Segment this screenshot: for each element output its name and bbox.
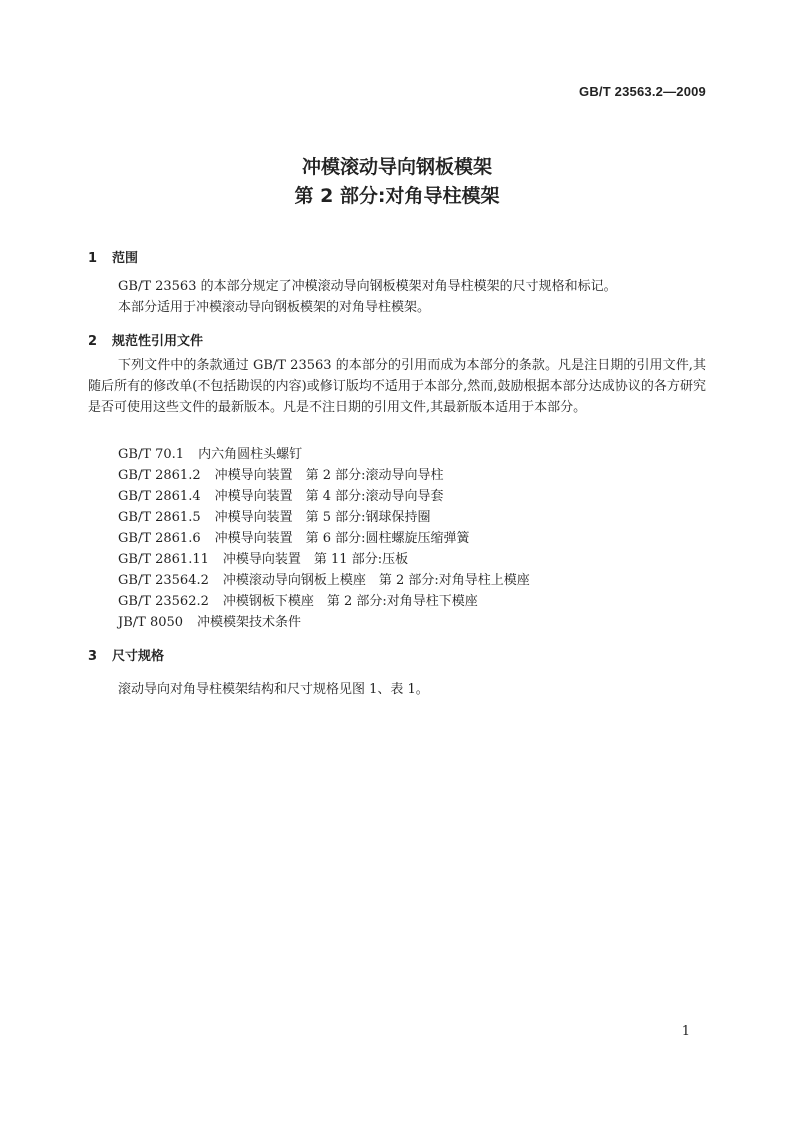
document-title-line-1: 冲模滚动导向钢板模架 — [301, 156, 492, 178]
reference-title: 冲模模架技术条件 — [197, 615, 302, 630]
section-number: 2 — [88, 334, 98, 349]
section-3-paragraph: 滚动导向对角导柱模架结构和尺寸规格见图 1、表 1。 — [118, 682, 429, 697]
section-number: 1 — [88, 251, 98, 266]
page-number: 1 — [681, 1024, 690, 1039]
standard-number: GB/T 23563.2—2009 — [579, 84, 706, 99]
section-title: 规范性引用文件 — [112, 334, 204, 349]
section-title: 尺寸规格 — [112, 649, 165, 664]
section-1-paragraph: 本部分适用于冲模滚动导向钢板模架的对角导柱模架。 — [118, 300, 431, 315]
reference-title: 冲模导向装置 第 6 部分:圆柱螺旋压缩弹簧 — [214, 531, 470, 546]
reference-item — [118, 611, 301, 630]
reference-code: GB/T 2861.2 — [118, 468, 201, 483]
reference-title: 冲模钢板下模座 第 2 部分:对角导柱下模座 — [222, 594, 478, 609]
reference-item — [118, 569, 530, 588]
reference-title: 冲模导向装置 第 4 部分:滚动导向导套 — [214, 489, 444, 504]
reference-item — [118, 590, 478, 609]
document-title-line-2: 第 2 部分:对角导柱模架 — [294, 185, 500, 207]
reference-item — [118, 443, 302, 462]
section-1-paragraph: GB/T 23563 的本部分规定了冲模滚动导向钢板模架对角导柱模架的尺寸规格和标记。 — [118, 279, 617, 294]
section-1-heading — [88, 247, 138, 266]
reference-code: GB/T 2861.6 — [118, 531, 201, 546]
reference-title: 内六角圆柱头螺钉 — [198, 447, 303, 462]
reference-title: 冲模导向装置 第 2 部分:滚动导向导柱 — [214, 468, 444, 483]
reference-code: GB/T 2861.11 — [118, 552, 209, 567]
reference-item — [118, 506, 431, 525]
reference-title: 冲模滚动导向钢板上模座 第 2 部分:对角导柱上模座 — [222, 573, 530, 588]
reference-code: GB/T 23564.2 — [118, 573, 209, 588]
section-2-heading — [88, 330, 203, 349]
section-number: 3 — [88, 649, 98, 664]
section-title: 范围 — [112, 251, 139, 266]
section-3-heading — [88, 645, 164, 664]
reference-title: 冲模导向装置 第 5 部分:钢球保持圈 — [214, 510, 431, 525]
reference-code: GB/T 2861.5 — [118, 510, 201, 525]
reference-item — [118, 527, 470, 546]
reference-item — [118, 485, 444, 504]
reference-code: GB/T 23562.2 — [118, 594, 209, 609]
reference-title: 冲模导向装置 第 11 部分:压板 — [222, 552, 409, 567]
reference-item — [118, 548, 408, 567]
section-2-intro: 下列文件中的条款通过 GB/T 23563 的本部分的引用而成为本部分的条款。凡是注日期的引用文件,其随后所有的修改单(不包括勘误的内容)或修订版均不适用于本部分,然而,鼓励根据本部分达成协议的各方研究是否可使用这些文件的最新版本。凡是不注日期的引用文件,其最新版本适用于本部分。 — [88, 358, 706, 415]
reference-item — [118, 464, 444, 483]
reference-code: JB/T 8050 — [118, 615, 184, 630]
reference-code: GB/T 70.1 — [118, 447, 185, 462]
reference-code: GB/T 2861.4 — [118, 489, 201, 504]
